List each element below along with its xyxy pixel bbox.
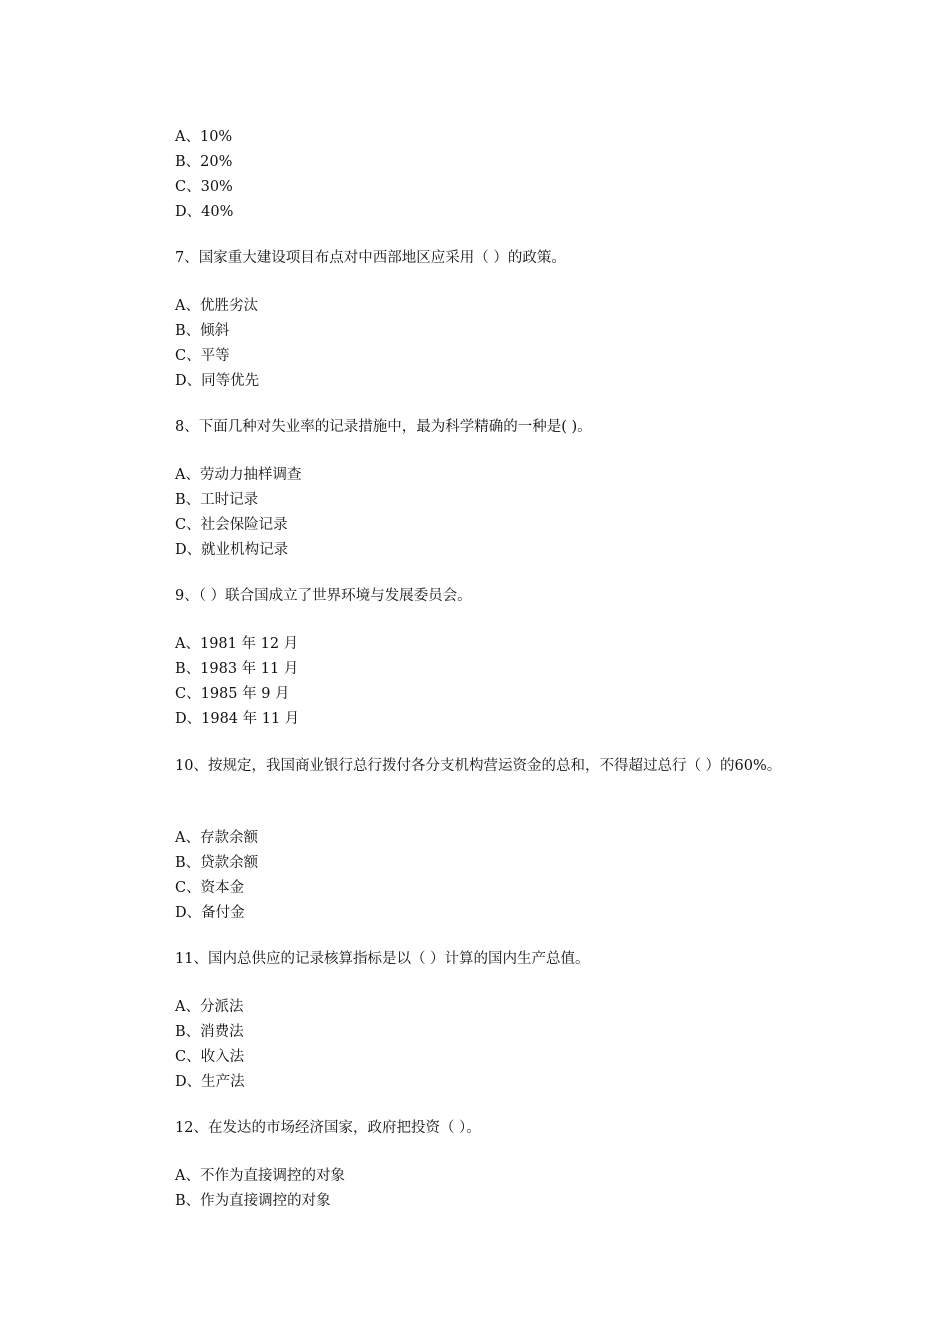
option-d: D、生产法 (175, 1074, 245, 1090)
question-7: 7、国家重大建设项目布点对中西部地区应采用（ ）的政策。 (175, 250, 566, 266)
option-c: C、资本金 (175, 880, 245, 896)
option-a: A、劳动力抽样调查 (175, 467, 302, 483)
question-8: 8、下面几种对失业率的记录措施中，最为科学精确的一种是( )。 (175, 419, 592, 435)
question-11: 11、国内总供应的记录核算指标是以（ ）计算的国内生产总值。 (175, 951, 590, 967)
option-c: C、平等 (175, 348, 230, 364)
option-a: A、优胜劣汰 (175, 298, 258, 314)
option-a: A、10% (175, 129, 233, 145)
option-b: B、倾斜 (175, 323, 230, 339)
option-d: D、1984 年 11 月 (175, 711, 300, 727)
option-b: B、消费法 (175, 1024, 244, 1040)
option-a: A、存款余额 (175, 830, 258, 846)
option-b: B、工时记录 (175, 492, 259, 508)
option-c: C、1985 年 9 月 (175, 686, 290, 702)
option-b: B、1983 年 11 月 (175, 661, 299, 677)
option-b: B、20% (175, 154, 233, 170)
option-d: D、备付金 (175, 905, 245, 921)
question-10: 10、按规定，我国商业银行总行拨付各分支机构营运资金的总和，不得超过总行（ ）的60%。 (175, 758, 782, 774)
option-a: A、不作为直接调控的对象 (175, 1168, 345, 1184)
option-b: B、作为直接调控的对象 (175, 1193, 331, 1209)
option-d: D、同等优先 (175, 373, 260, 389)
option-c: C、30% (175, 179, 233, 195)
option-a: A、分派法 (175, 999, 244, 1015)
option-c: C、社会保险记录 (175, 517, 288, 533)
option-b: B、贷款余额 (175, 855, 259, 871)
question-9: 9、（ ）联合国成立了世界环境与发展委员会。 (175, 588, 472, 604)
option-c: C、收入法 (175, 1049, 245, 1065)
option-d: D、40% (175, 204, 234, 220)
question-12: 12、在发达的市场经济国家，政府把投资（ ）。 (175, 1120, 481, 1136)
option-a: A、1981 年 12 月 (175, 636, 299, 652)
option-d: D、就业机构记录 (175, 542, 289, 558)
